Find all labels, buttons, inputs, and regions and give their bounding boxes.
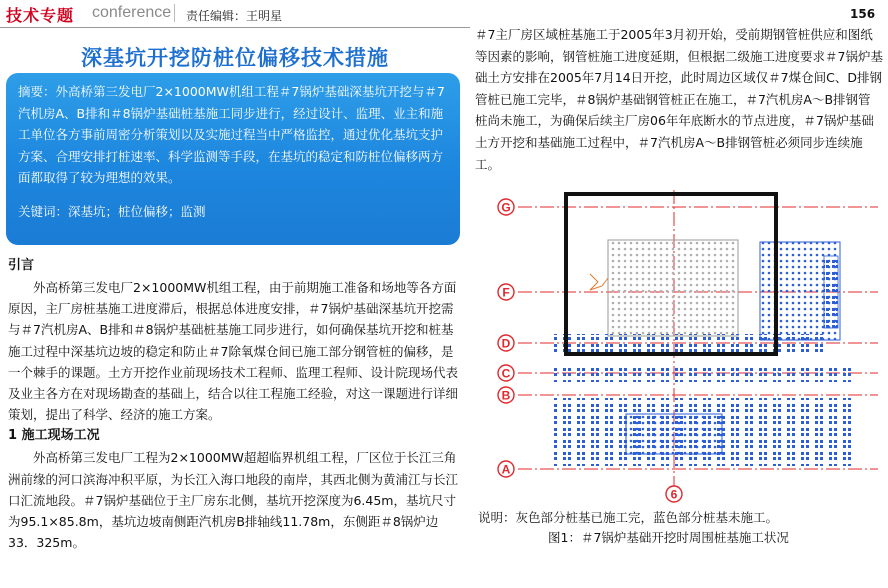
axis-label-g: G bbox=[501, 200, 511, 215]
axis-label-c: C bbox=[501, 366, 511, 381]
pile-layout-figure bbox=[490, 186, 880, 506]
abstract-box bbox=[6, 73, 460, 245]
article-title: 深基坑开挖防桩位偏移技术措施 bbox=[81, 46, 389, 70]
pending-piles-rowd bbox=[554, 334, 824, 352]
pending-piles-rowc bbox=[554, 364, 854, 382]
left-column bbox=[8, 255, 462, 553]
axis-label-f: F bbox=[502, 285, 510, 300]
axis-label-d: D bbox=[501, 336, 511, 351]
axis-bubble-g bbox=[498, 199, 514, 215]
axis-label-b: B bbox=[501, 388, 511, 403]
conference-label: conference bbox=[92, 4, 172, 21]
axis-label-a: A bbox=[501, 462, 511, 477]
deformed-pile-mark bbox=[590, 274, 608, 290]
pending-piles-cluster bbox=[626, 414, 722, 454]
abstract-text: 摘要：外高桥第三发电厂2×1000MW机组工程＃7锅炉基础深基坑开挖与＃7汽机房A、B排和＃8锅炉基础桩基施工同步进行，经过设计、监理、业主和施工单位各方事前周密分析策划以及实施过程当中严格监控，通过优化基坑支护方案、合理安排打桩速率、科学监测等手段，在基坑的稳定和防桩位偏移两方面都取得了较为理想的效果。 bbox=[18, 84, 445, 185]
pending-piles-right bbox=[824, 256, 838, 328]
axis-bubble-6 bbox=[666, 486, 682, 502]
section1-heading: 1 施工现场工况 bbox=[8, 428, 100, 444]
completed-piles-block bbox=[608, 240, 738, 336]
page-number: 156 bbox=[850, 7, 876, 21]
axis-label-6: 6 bbox=[670, 487, 678, 502]
axis-bubble-c bbox=[498, 365, 514, 381]
axis-bubble-b bbox=[498, 387, 514, 403]
axis-bubble-f bbox=[498, 284, 514, 300]
right-paragraph: ＃7主厂房区域桩基施工于2005年3月初开始，受前期钢管桩供应和图纸等因素的影响，钢管桩施工进度延期，但根据二级施工进度要求＃7锅炉基础土方安排在2005年7月14日开挖，此时周边区域仅＃7煤仓间C、D排钢管桩已施工完毕，＃8锅炉基础钢管桩正在施工，＃7汽机房A～B排钢管桩尚未施工，为确保后续主厂房06年年底断水的节点进度，＃7锅炉基础土方开挖和基础施工过程中，＃7汽机房A～B排钢管桩必须同步连续施工。 bbox=[475, 27, 883, 172]
keywords-text: 关键词：深基坑；桩位偏移；监测 bbox=[18, 203, 206, 219]
intro-heading: 引言 bbox=[8, 258, 35, 273]
figure-note: 说明：灰色部分桩基已施工完，蓝色部分桩基未施工。 bbox=[478, 510, 779, 525]
editor-credit: 责任编辑：王明星 bbox=[186, 9, 283, 23]
axis-bubble-a bbox=[498, 461, 514, 477]
axis-bubble-d bbox=[498, 335, 514, 351]
section-tag: 技术专题 bbox=[6, 6, 75, 25]
section1-paragraph: 外高桥第三发电厂工程为2×1000MW超超临界机组工程，厂区位于长江三角洲前缘的河口滨海冲积平原，为长江入海口地段的南岸，其西北侧为黄浦江与长江口汇流地段。＃7锅炉基础位于主厂房东北侧，基坑开挖深度为6.45m，基坑尺寸为95.1×85.8m，基坑边坡南侧距汽机房B排轴线11.78m，东侧距＃8锅炉边33．325m。 bbox=[8, 450, 459, 551]
intro-paragraph: 外高桥第三发电厂2×1000MW机组工程，由于前期施工准备和场地等各方面原因，主厂房桩基施工进度滞后，根据总体进度安排，＃7锅炉基础深基坑开挖需与＃7汽机房A、B排和＃8锅炉基础桩基施工同步进行，如何确保基坑开挖和桩基施工过程中深基坑边坡的稳定和防止＃7除氧煤仓间已施工部分钢管桩的偏移，是一个棘手的课题。土方开挖作业前现场技术工程师、监理工程师、设计院现场代表及业主各方在对现场勘查的基础上，结合以往工程施工经验，对这一课题进行详细策划，提出了科学、经济的施工方案。 bbox=[8, 280, 459, 423]
header-rule bbox=[0, 27, 470, 28]
right-column bbox=[475, 24, 883, 175]
header-divider bbox=[174, 4, 175, 22]
figure-caption: 图1：＃7锅炉基础开挖时周围桩基施工状况 bbox=[548, 530, 789, 545]
